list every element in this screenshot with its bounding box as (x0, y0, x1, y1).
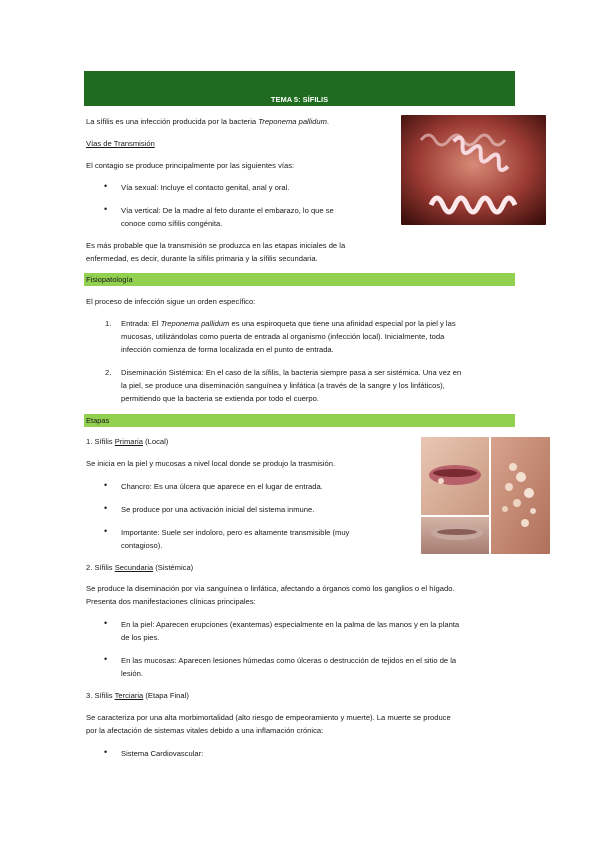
fisio-item-2-line2: la piel, se produce una diseminación sanguínea y linfática (a través de la sangre y los linfáticos), (121, 381, 445, 390)
fisiopatologia-heading: Fisiopatología (84, 273, 515, 286)
secundaria-lead-line2: Presenta dos manifestaciones clínicas principales: (86, 597, 256, 606)
primaria-item-2: Se produce por una activación inicial del sistema inmune. (121, 505, 315, 514)
vias-closing-line2: enfermedad, es decir, durante la sífilis primaria y la sífilis secundaria. (86, 254, 318, 263)
chancre-photos (421, 437, 550, 554)
terciaria-heading: 3. Sífilis Terciaria (Etapa Final) (86, 691, 189, 700)
primaria-item-1: Chancro: Es una úlcera que aparece en el lugar de entrada. (121, 482, 323, 491)
fisio-item-2-line3: permitiendo que la bacteria se extienda por todo el cuerpo. (121, 394, 319, 403)
treponema-image (401, 115, 546, 225)
fisiopatologia-lead: El proceso de infección sigue un orden específico: (86, 297, 256, 306)
secundaria-lead-line1: Se produce la diseminación por vía sanguínea o linfática, afectando a órganos como los ganglios o el hígado. (86, 584, 455, 593)
secundaria-item-1-line1: En la piel: Aparecen erupciones (exantemas) especialmente en la palma de las manos y en la planta (121, 620, 460, 629)
etapas-heading: Etapas (84, 414, 515, 427)
vias-item-1: Vía sexual: Incluye el contacto genital, anal y oral. (121, 183, 290, 192)
primaria-item-3-line2: contagioso). (121, 541, 163, 550)
bullet-icon: • (104, 181, 108, 191)
fisio-item-1-line2: mucosas, utilizándolas como puerta de entrada al organismo (infección local). Inicialmente, toda (121, 332, 445, 341)
header-bar (84, 71, 515, 93)
bullet-icon: • (104, 747, 108, 757)
terciaria-item-1: Sistema Cardiovascular: (121, 749, 204, 758)
page-title: TEMA 5: SÍFILIS (84, 93, 515, 106)
vias-item-2-line1: Vía vertical: De la madre al feto durante el embarazo, lo que se (121, 206, 334, 215)
bullet-icon: • (104, 503, 108, 513)
secundaria-item-2-line1: En las mucosas: Aparecen lesiones húmedas como úlceras o destrucción de tejidos en el sitio de la (121, 656, 457, 665)
terciaria-lead-line1: Se caracteriza por una alta morbimortalidad (alto riesgo de empeoramiento y muerte). La muerte se produce (86, 713, 451, 722)
bullet-icon: • (104, 526, 108, 536)
secundaria-heading: 2. Sífilis Secundaria (Sistémica) (86, 563, 194, 572)
fisio-item-1-line3: infección comienza de forma localizada en el punto de entrada. (121, 345, 334, 354)
terciaria-lead-line2: por la afectación de sistemas vitales debido a una inflamación crónica: (86, 726, 324, 735)
intro-text: La sífilis es una infección producida por la bacteria Treponema pallidum. (86, 117, 330, 126)
bullet-icon: • (104, 204, 108, 214)
list-number: 2. (105, 368, 112, 377)
vias-lead: El contagio se produce principalmente por las siguientes vías: (86, 161, 295, 170)
secundaria-item-2-line2: lesión. (121, 669, 143, 678)
secundaria-item-1-line2: de los pies. (121, 633, 160, 642)
primaria-heading: 1. Sífilis Primaria (Local) (86, 437, 169, 446)
vias-closing-line1: Es más probable que la transmisión se produzca en las etapas iniciales de la (86, 241, 346, 250)
fisio-item-2-line1: Diseminación Sistémica: En el caso de la sífilis, la bacteria siempre pasa a ser sistémica. Una vez en (121, 368, 462, 377)
vias-item-2-line2: conoce como sífilis congénita. (121, 219, 223, 228)
fisio-item-1-line1: Entrada: El Treponema pallidum es una espiroqueta que tiene una afinidad especial por la piel y las (121, 319, 456, 328)
bullet-icon: • (104, 480, 108, 490)
primaria-item-3-line1: Importante: Suele ser indoloro, pero es altamente transmisible (muy (121, 528, 350, 537)
primaria-lead: Se inicia en la piel y mucosas a nivel local donde se produjo la trasmisión. (86, 459, 336, 468)
vias-heading: Vías de Transmisión (86, 139, 155, 148)
bullet-icon: • (104, 654, 108, 664)
list-number: 1. (105, 319, 112, 328)
bullet-icon: • (104, 618, 108, 628)
